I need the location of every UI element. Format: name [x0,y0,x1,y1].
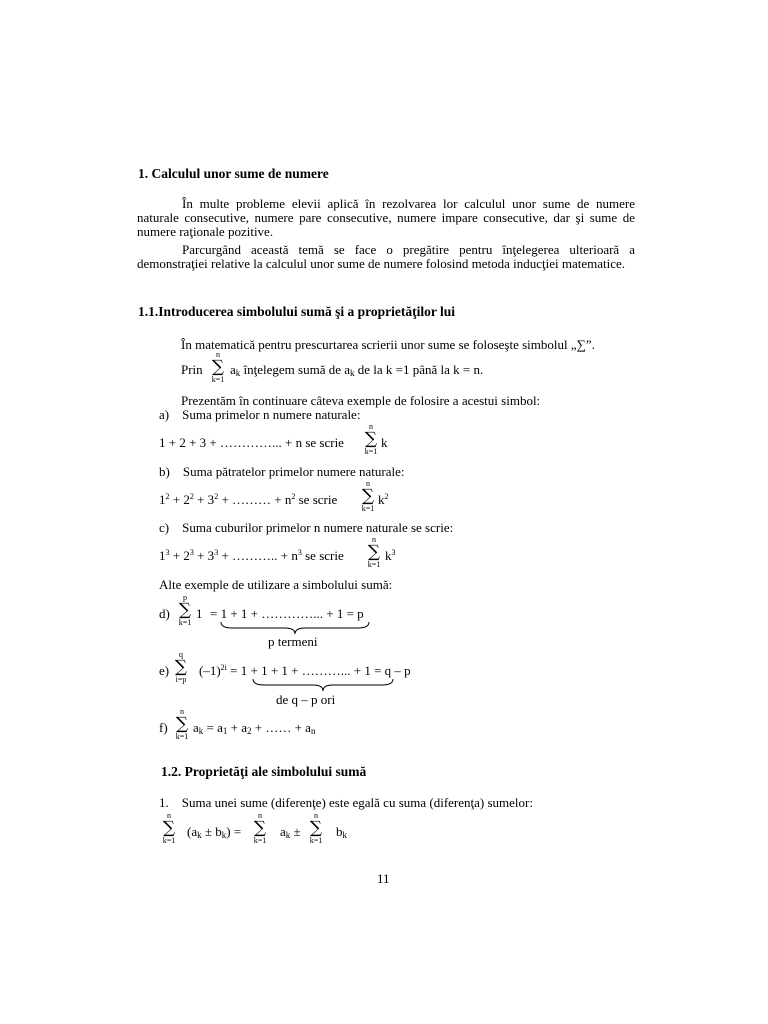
example-b-term: $k^2$ [378,492,389,507]
sum-symbol-a: n ∑ k=1 [359,422,383,456]
example-f-formula: $a_k = a_1 + a_2$ + …… + $a_n$ [193,720,316,736]
example-d-formula: = 1 + 1 + …………... + 1 = p [210,606,364,621]
example-e-brace-label: de q – p ori [276,692,336,707]
symbol-intro-text: În matematică pentru prescurtarea scrierii unor sume se foloseşte simbolul „∑”. [181,337,595,352]
page-number: 11 [377,871,390,886]
intro-paragraph-1 [137,197,635,239]
example-b-label: b) Suma pătratelor primelor numere naturale: [159,464,405,479]
examples-intro: Prezentăm în continuare câteva exemple de folosire a acestui simbol: [181,393,541,408]
example-d-marker: d) [159,606,170,621]
example-a-formula: 1 + 2 + 3 + …………... + n se scrie [159,435,344,450]
section-1-2-title: 1.2. Proprietăţi ale simbolului sumă [161,764,367,779]
example-a-label: a) Suma primelor n numere naturale: [159,407,361,422]
sum-symbol-f: n ∑ k=1 [170,707,194,741]
example-d-term: 1 [196,606,203,621]
property-1: 1. Suma unei sume (diferenţe) este egală cu suma (diferenţa) sumelor: [159,795,533,810]
property-1-mid: $a_k$ ± [280,824,301,840]
sigma-icon: ∑ [367,542,381,562]
sigma-icon: ∑ [178,600,192,620]
sum-lower-limit: k=1 [211,375,225,384]
example-c-label: c) Suma cuburilor primelor n numere naturale se scrie: [159,520,454,535]
example-c-term: $k^3$ [385,548,396,563]
property-1-lhs: $(a_k \pm b_k)$ = [187,824,242,840]
sigma-icon: ∑ [162,818,176,838]
prin-label: Prin [181,362,203,377]
example-c-formula: $1^3 + 2^3 + 3^3$ + ……….. + $n^3$ se scrie [159,548,344,563]
prin-definition: $a_k$ înţelegem sumă de $a_k$ de la k =1 până la k = n. [230,362,484,378]
intro-text-1: În multe probleme elevii aplică în rezolvarea lor calculul unor sume de numere naturale consecutive, numere pare consecutive, numere impare consecutive, dar şi sume de numere raţionale pozitive. [137,196,635,239]
sigma-icon: ∑ [361,486,375,506]
sum-symbol-prop1-left: n ∑ k=1 [157,811,181,845]
example-a-term: k [381,435,388,450]
underbrace-e [252,678,394,692]
sum-symbol-c: n ∑ k=1 [362,535,386,569]
sum-symbol-b: n ∑ k=1 [356,479,380,513]
sum-symbol-e: q ∑ i=p [169,650,193,684]
intro-text-2: Parcurgând această temă se face o pregătire pentru înţelegerea ulterioară a demonstraţiei relative la calculul unor sume de numere folosind metoda inducţiei matematice. [137,242,635,271]
sum-upper-limit: n [216,350,220,359]
sum-symbol-prin [206,350,230,384]
sigma-icon: ∑ [309,818,323,838]
sum-symbol-prop1-mid: n ∑ k=1 [248,811,272,845]
sum-symbol-d: p ∑ k=1 [173,593,197,627]
example-b-formula: $1^2 + 2^2 + 3^2$ + ……… + $n^2$ se scrie [159,492,338,507]
example-d-brace-label: p termeni [268,634,318,649]
section-1-title: 1. Calculul unor sume de numere [138,166,329,181]
underbrace-d [220,621,370,635]
sigma-icon: ∑ [175,714,189,734]
sigma-icon: ∑ [253,818,267,838]
symbol-intro [181,337,595,352]
intro-paragraph-2 [137,243,635,271]
example-e-formula: $(-1)^{2i} = 1 + 1 + 1$ + ………... + 1 = q – p [199,663,411,678]
other-examples-intro: Alte exemple de utilizare a simbolului sumă: [159,577,393,592]
sum-symbol-prop1-right: n ∑ k=1 [304,811,328,845]
example-f-marker: f) [159,720,168,735]
section-1-1-title: 1.1.Introducerea simbolului sumă şi a proprietăţilor lui [138,304,456,319]
example-e-marker: e) [159,663,170,678]
sigma-icon: ∑ [364,429,378,449]
sigma-icon: ∑ [174,657,188,677]
property-1-rhs: $b_k$ [336,824,347,840]
sigma-icon: ∑ [211,357,225,377]
